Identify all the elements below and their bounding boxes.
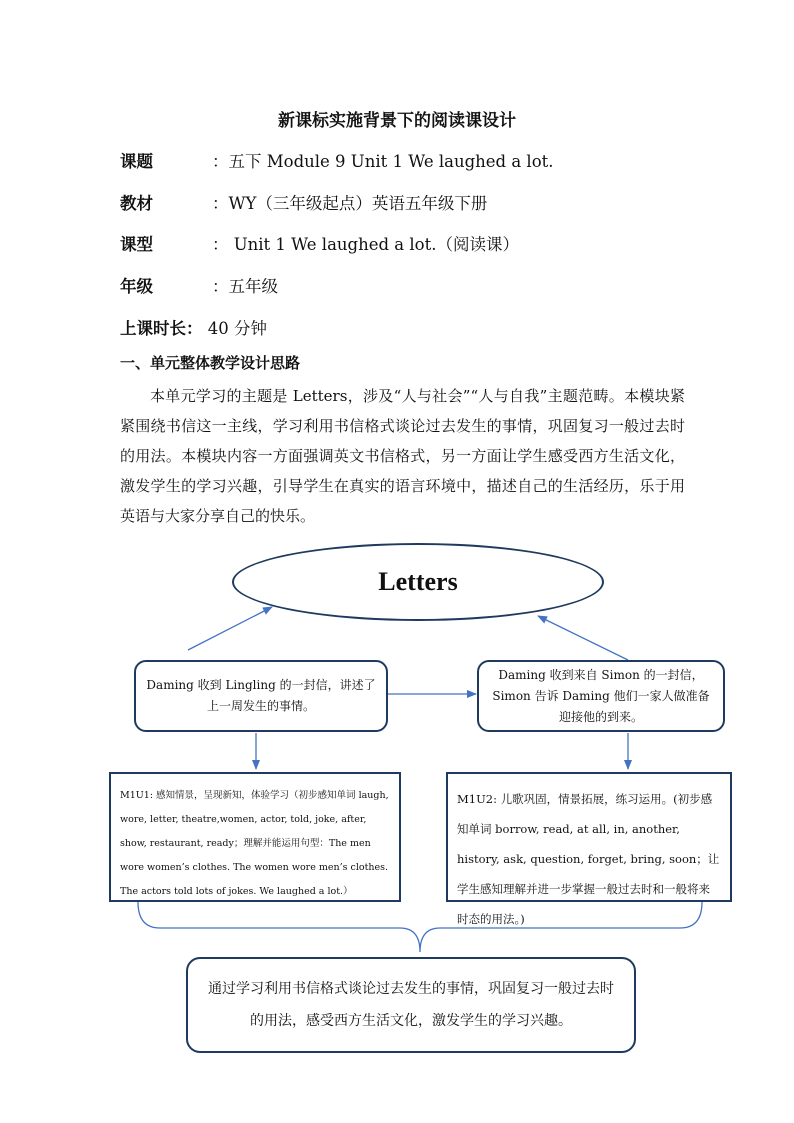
- center-ellipse: [232, 543, 604, 621]
- meta-type-value: ： Unit 1 We laughed a lot.（阅读课）: [212, 235, 519, 254]
- arrow-right-up: [538, 616, 628, 660]
- meta-duration-label: 上课时长：: [120, 319, 203, 338]
- meta-textbook-label: 教材: [120, 194, 153, 213]
- meta-textbook-value: ：WY（三年级起点）英语五年级下册: [212, 194, 488, 213]
- right-detail-text: M1U2: 儿歌巩固，情景拓展，练习运用。(初步感知单词 borrow, read, at all, in, another, history, ask, question, forget, bring, soon；让学生感知理解并进一步掌握一般过去时和一般将来时态的用法。): [457, 792, 720, 926]
- meta-grade-value: ：五年级: [212, 277, 278, 296]
- section-heading: 一、单元整体教学设计思路: [120, 354, 301, 372]
- bottom-summary-box: [186, 957, 636, 1053]
- brace: [138, 902, 702, 952]
- center-label: Letters: [378, 567, 458, 596]
- meta-grade-label: 年级: [120, 277, 153, 296]
- meta-topic-label: 课题: [120, 152, 153, 171]
- left-detail-text: M1U1: 感知情景，呈现新知，体验学习（初步感知单词 laugh, wore, letter, theatre,women, actor, told, joke, after, show, restaurant, ready；理解并能运用句型：The men wore women’s clothes. The women wore men’s clothes. The actors told lots of jokes. We laughed a lot.）: [120, 790, 389, 897]
- meta-duration-value: 40 分钟: [202, 319, 267, 338]
- section-paragraph: 本单元学习的主题是 Letters，涉及“人与社会”“人与自我”主题范畴。本模块紧紧围绕书信这一主线，学习利用书信格式谈论过去发生的事情，巩固复习一般过去时的用法。本模块内容一方面强调英文书信格式，另一方面让学生感受西方生活文化，激发学生的学习兴趣，引导学生在真实的语言环境中，描述自己的生活经历，乐于用英语与大家分享自己的快乐。: [120, 387, 685, 525]
- meta-topic-value: ：五下 Module 9 Unit 1 We laughed a lot.: [212, 152, 554, 171]
- left-detail-box: [109, 772, 401, 902]
- meta-type-label: 课型: [120, 235, 153, 254]
- arrow-left-up: [188, 607, 272, 650]
- document-title: 新课标实施背景下的阅读课设计: [278, 111, 516, 131]
- bottom-summary-text: 通过学习利用书信格式谈论过去发生的事情，巩固复习一般过去时的用法，感受西方生活文化，激发学生的学习兴趣。: [208, 981, 614, 1029]
- right-detail-box: [446, 772, 732, 926]
- right-summary-box: [477, 660, 725, 732]
- left-summary-text: Daming 收到 Lingling 的一封信，讲述了上一周发生的事情。: [146, 678, 376, 713]
- right-summary-text: Daming 收到来自 Simon 的一封信，Simon 告诉 Daming 他们一家人做准备迎接他的到来。: [492, 667, 710, 724]
- left-summary-box: [134, 660, 388, 732]
